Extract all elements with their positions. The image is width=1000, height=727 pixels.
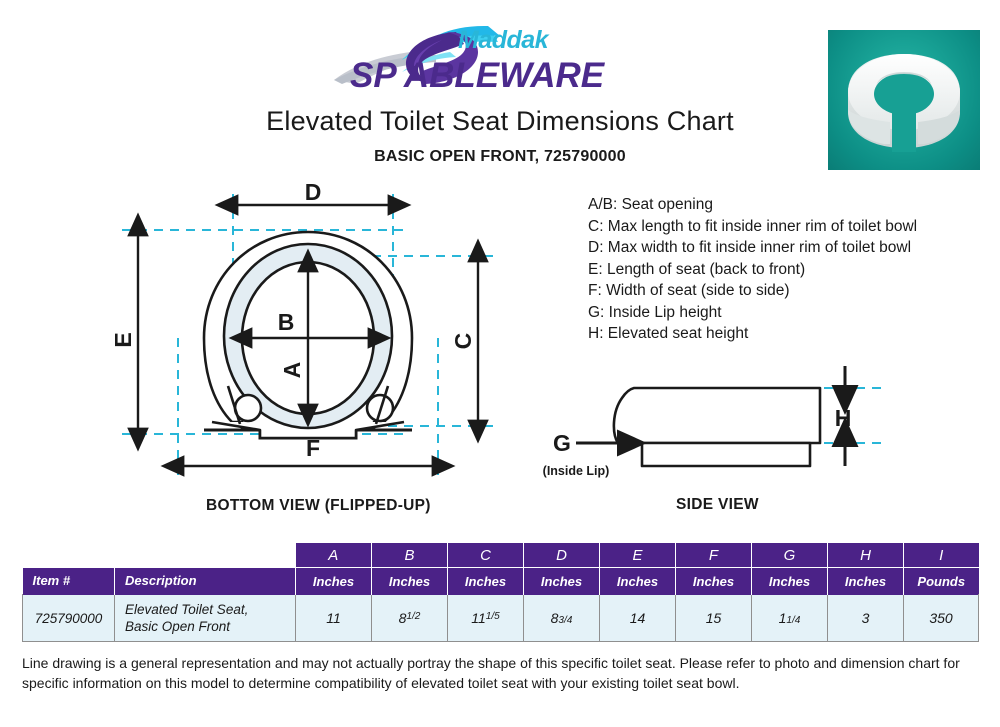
value-fraction: 3/4: [558, 615, 573, 626]
cell-item-number: 725790000: [23, 595, 115, 642]
column-letter-b: B: [372, 543, 448, 568]
column-letter-c: C: [448, 543, 524, 568]
column-unit-i: Pounds: [904, 568, 979, 595]
dimension-label-e: E: [110, 332, 136, 348]
inside-lip-block: [642, 443, 810, 466]
inside-lip-note: (Inside Lip): [542, 464, 610, 478]
dimension-label-a: A: [279, 361, 305, 379]
page-title: Elevated Toilet Seat Dimensions Chart: [266, 106, 734, 136]
column-unit-d: Inches: [524, 568, 600, 595]
page-subtitle: BASIC OPEN FRONT, 725790000: [374, 148, 626, 165]
side-view-caption: SIDE VIEW: [676, 496, 759, 513]
column-unit-a: Inches: [296, 568, 372, 595]
value-whole: 8: [398, 610, 407, 626]
value-fraction: 1/5: [485, 610, 500, 622]
cell-value-e: 14: [600, 595, 676, 642]
legend-item: A/B: Seat opening: [588, 196, 713, 213]
dimension-legend: [588, 194, 988, 345]
cell-value-b: [372, 595, 448, 642]
brand-name-maddak: Maddak: [458, 26, 549, 54]
seat-profile-outline: [614, 388, 820, 443]
cell-value-h: 3: [828, 595, 904, 642]
column-letter-g: G: [752, 543, 828, 568]
dimension-label-b: B: [277, 309, 295, 335]
column-header-description: Description: [115, 568, 296, 595]
dimension-label-d: D: [304, 179, 322, 205]
legend-item: C: Max length to fit inside inner rim of toilet bowl: [588, 217, 918, 235]
brand-logo: [330, 22, 670, 94]
value-whole: 1: [778, 610, 787, 626]
column-letter-i: I: [904, 543, 979, 568]
cell-description: [115, 595, 296, 642]
cell-value-c: [448, 595, 524, 642]
bottom-view-diagram: [108, 178, 508, 503]
cell-value-d: [524, 595, 600, 642]
column-letter-a: A: [296, 543, 372, 568]
column-unit-f: Inches: [676, 568, 752, 595]
value-whole: 8: [550, 610, 559, 626]
legend-item: E: Length of seat (back to front): [588, 260, 806, 278]
column-unit-g: Inches: [752, 568, 828, 595]
cell-value-f: 15: [676, 595, 752, 642]
column-letter-f: F: [676, 543, 752, 568]
legend-item: D: Max width to fit inside inner rim of toilet bowl: [588, 239, 912, 256]
dimensions-table: [22, 543, 979, 642]
side-view-diagram: [538, 348, 938, 503]
dimension-label-h: H: [834, 405, 852, 431]
value-whole: 11: [471, 610, 486, 626]
description-line-2: Basic Open Front: [125, 619, 231, 634]
header-spacer: [23, 543, 115, 568]
cell-value-a: 11: [296, 595, 372, 642]
value-fraction: 1/2: [406, 610, 421, 622]
column-unit-c: Inches: [448, 568, 524, 595]
bottom-view-svg: [108, 178, 508, 498]
column-unit-h: Inches: [828, 568, 904, 595]
table-row: [23, 595, 979, 642]
dimension-label-f: F: [305, 435, 321, 461]
value-fraction: 1/4: [786, 615, 801, 626]
cell-value-g: [752, 595, 828, 642]
brand-name-spableware: SP ABLEWARE: [350, 56, 605, 95]
column-header-item: Item #: [23, 568, 115, 595]
bottom-view-caption: BOTTOM VIEW (FLIPPED-UP): [206, 497, 431, 514]
cell-value-i: 350: [904, 595, 979, 642]
dimension-label-c: C: [450, 332, 476, 350]
column-letter-d: D: [524, 543, 600, 568]
header-spacer: [115, 543, 296, 568]
column-unit-e: Inches: [600, 568, 676, 595]
side-view-svg: [538, 348, 938, 498]
footer-disclaimer: Line drawing is a general representation and may not actually portray the shape of this specific toilet seat. Please refer to photo and dimension chart for specific information on this model to determine compatibility of elevated toilet seat with your existing toilet seat bowl.: [22, 655, 960, 691]
column-unit-b: Inches: [372, 568, 448, 595]
legend-item: G: Inside Lip height: [588, 303, 722, 321]
description-line-1: Elevated Toilet Seat,: [125, 602, 249, 617]
column-letter-e: E: [600, 543, 676, 568]
table-header-units: [23, 568, 979, 595]
table-header-letters: [23, 543, 979, 568]
legend-item: H: Elevated seat height: [588, 325, 749, 342]
legend-item: F: Width of seat (side to side): [588, 282, 790, 299]
dimension-label-g: G: [553, 430, 571, 456]
column-letter-h: H: [828, 543, 904, 568]
